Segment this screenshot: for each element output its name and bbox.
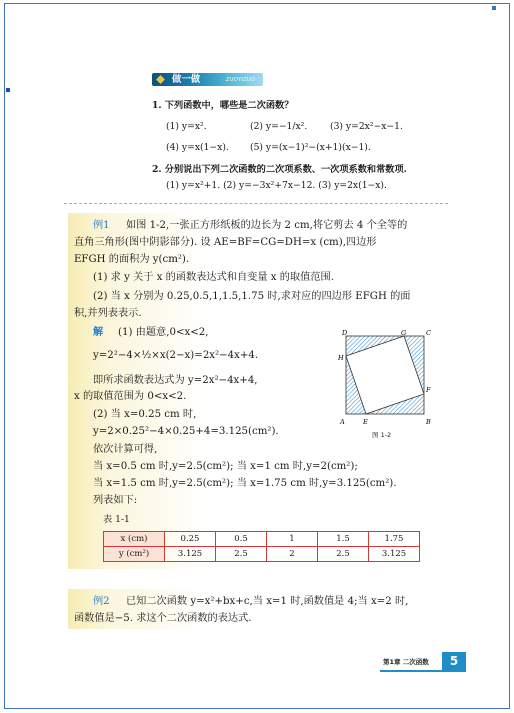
table-title: 表 1-1 (103, 514, 130, 525)
label-b: B (426, 418, 431, 426)
solution-line-2: y=2²−4×½×x(2−x)=2x²−4x+4. (93, 350, 259, 361)
footer-line (380, 670, 466, 672)
cell-y-3: 2 (267, 547, 318, 562)
label-d: D (342, 329, 348, 337)
cell-y-1: 3.125 (165, 547, 216, 562)
solution-line-8: 当 x=0.5 cm 时,y=2.5(cm²); 当 x=1 cm 时,y=2(cm²); (93, 461, 358, 472)
example2-label: 例2 (93, 596, 110, 607)
row-x-label: x (cm) (104, 532, 165, 547)
corner-mark (492, 6, 496, 10)
star-icon (156, 75, 165, 84)
divider (64, 203, 448, 204)
solution-label: 解 (93, 326, 104, 338)
banner-label: 做一做 (172, 74, 201, 85)
example1-line-1: 如图 1-2,一张正方形纸板的边长为 2 cm,将它剪去 4 个全等的 (126, 220, 408, 231)
banner-sub: ZUOYIZUO (225, 77, 255, 83)
solution-line-10: 列表如下: (93, 495, 138, 506)
cell-x-3: 1 (267, 532, 318, 547)
cell-y-2: 2.5 (216, 547, 267, 562)
label-c: C (426, 329, 431, 337)
example1-q2-b: 积,并列表表示. (74, 308, 142, 319)
cell-y-4: 2.5 (318, 547, 369, 562)
label-h: H (338, 354, 344, 362)
label-e: E (363, 418, 368, 426)
example1-label: 例1 (93, 220, 110, 231)
example1-line-2: 直角三角形(图中阴影部分). 设 AE=BF=CG=DH=x (cm),四边形 (74, 237, 377, 248)
label-g: G (401, 329, 407, 337)
table-row-x (104, 532, 420, 547)
example1-q1: (1) 求 y 关于 x 的函数表达式和自变量 x 的取值范围. (93, 272, 334, 283)
q1-opt-2: (2) y=−1/x². (250, 121, 308, 132)
label-f: F (426, 386, 431, 394)
table-row-y (104, 547, 420, 562)
example2-line-1: 已知二次函数 y=x²+bx+c,当 x=1 时,函数值是 4;当 x=2 时, (126, 596, 409, 607)
margin-mark (6, 88, 10, 92)
q1-opt-5: (5) y=(x−1)²−(x+1)(x−1). (250, 142, 371, 153)
zuoyizuo-banner (152, 73, 263, 86)
figure-1-2 (332, 326, 442, 436)
values-table (103, 531, 420, 562)
row-y-label: y (cm²) (104, 547, 165, 562)
solution-line-1: (1) 由题意,0<x<2, (118, 327, 209, 338)
exercise-q2: 2. 分别说出下列二次函数的二次项系数、一次项系数和常数项. (152, 164, 407, 175)
solution-line-4: x 的取值范围为 0<x<2. (74, 391, 187, 402)
solution-line-9: 当 x=1.5 cm 时,y=2.5(cm²); 当 x=1.75 cm 时,y=3.125(cm²). (93, 478, 397, 489)
solution-line-5: (2) 当 x=0.25 cm 时, (93, 409, 197, 420)
example1-line-3: EFGH 的面积为 y(cm²). (74, 254, 190, 265)
solution-line-3: 即所求函数表达式为 y=2x²−4x+4, (93, 375, 258, 386)
cell-x-5: 1.75 (369, 532, 420, 547)
page-number: 5 (442, 652, 466, 670)
exercise-q1: 1. 下列函数中，哪些是二次函数？ (152, 100, 294, 111)
chapter-label: 第1章 二次函数 (383, 658, 429, 666)
q1-opt-1: (1) y=x². (166, 121, 207, 132)
example2-line-2: 函数值是−5. 求这个二次函数的表达式. (74, 613, 252, 624)
cell-y-5: 3.125 (369, 547, 420, 562)
figure-caption: 图 1-2 (372, 431, 392, 439)
solution-line-6: y=2×0.25²−4×0.25+4=3.125(cm²). (93, 426, 279, 437)
q1-opt-3: (3) y=2x²−x−1. (330, 121, 403, 132)
q2-options: (1) y=x²+1. (2) y=−3x²+7x−12. (3) y=2x(1−x). (166, 180, 387, 191)
cell-x-4: 1.5 (318, 532, 369, 547)
solution-line-7: 依次计算可得, (93, 444, 158, 455)
cell-x-2: 0.5 (216, 532, 267, 547)
example1-q2-a: (2) 当 x 分别为 0.25,0.5,1,1.5,1.75 时,求对应的四边形 EFGH 的面 (93, 291, 411, 302)
cell-x-1: 0.25 (165, 532, 216, 547)
q1-opt-4: (4) y=x(1−x). (166, 142, 229, 153)
label-a: A (340, 418, 345, 426)
